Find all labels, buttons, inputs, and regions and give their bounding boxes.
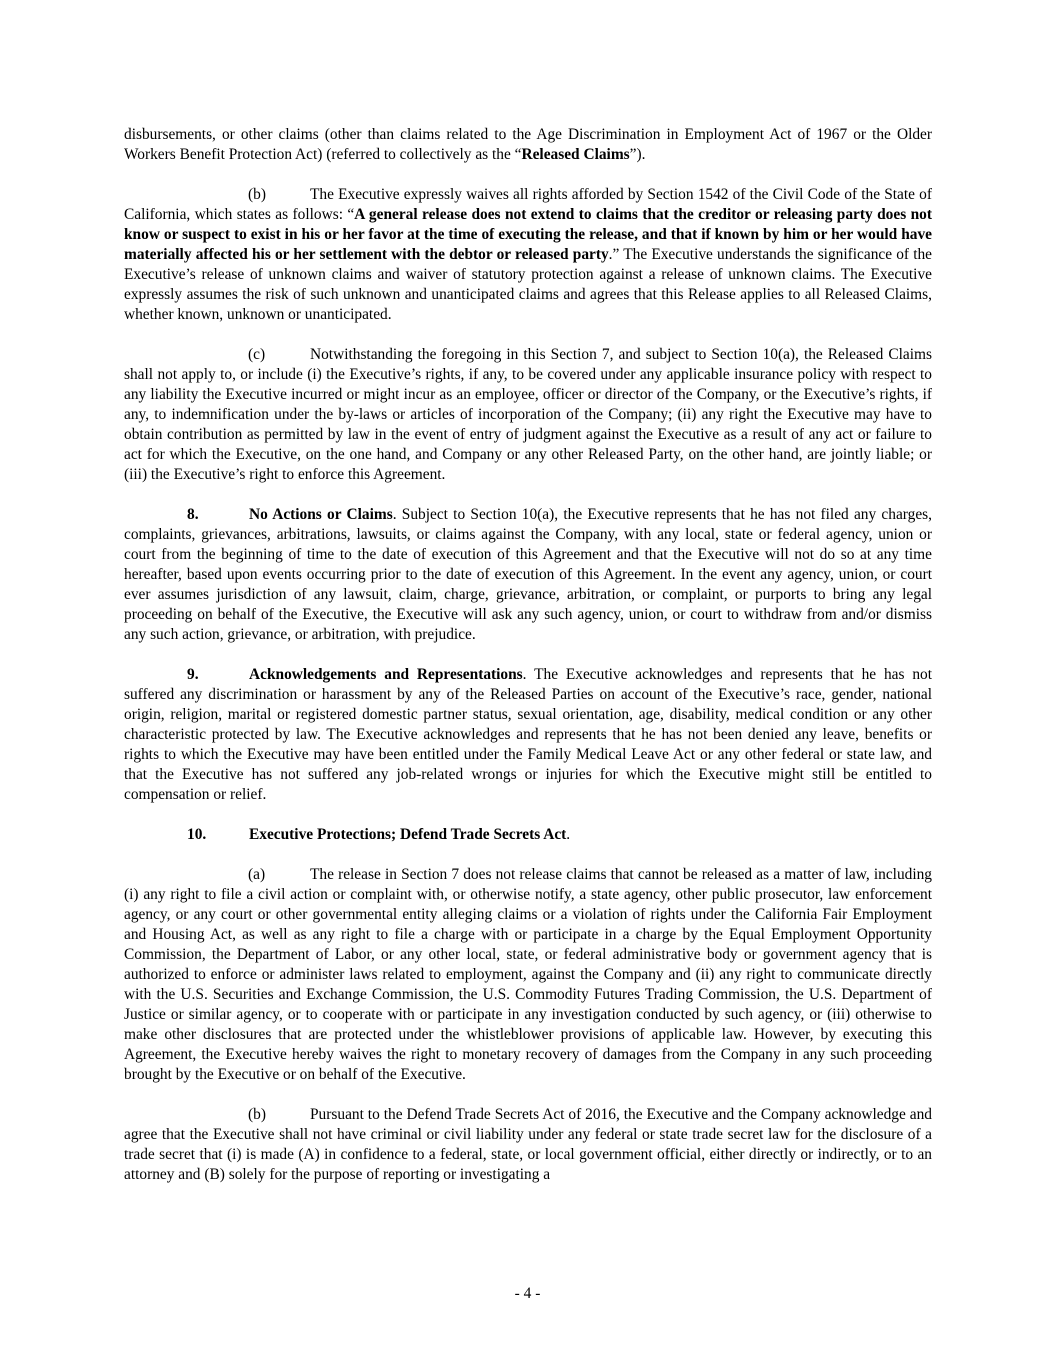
- section-heading: Acknowledgements and Representations: [249, 666, 523, 683]
- section-number: 8.: [187, 506, 199, 523]
- paragraph-released-claims: [124, 125, 932, 165]
- section-8: [124, 505, 932, 645]
- paragraph-7c: [124, 345, 932, 485]
- paragraph-text: .” The Executive understands the significance of the Executive’s release of unknown claims and waiver of statutory protection against a release of unknown claims. The Executive expressly assumes the risk of such unknown and unanticipated claims and agrees that this Release applies to all Released Claims, whether known, unknown or unanticipated.: [124, 246, 933, 323]
- page-number: - 4 -: [514, 1285, 541, 1302]
- paragraph-10b: [124, 1105, 932, 1185]
- paragraph-10a: [124, 865, 932, 1085]
- paragraph-text: The release in Section 7 does not release claims that cannot be released as a matter of law, including (i) any right to file a civil action or complaint with, or otherwise notify, a state agency, other public prosecutor, law enforcement agency, or any court or other governmental entity alleging claims or a violation of rights under the California Fair Employment and Housing Act, as well as any right to file a charge with or participate in a charge by the Equal Employment Opportunity Commission, the Department of Labor, or any other local, state, or federal administrative body or government agency that is authorized to enforce or administer laws related to employment, against the Company and (ii) any right to communicate directly with the U.S. Securities and Exchange Commission, the U.S. Commodity Futures Trading Commission, the U.S. Department of Justice or similar agency, or to cooperate with or participate in any investigation conducted by such agency, or (iii) otherwise to make other disclosures that are protected under the whistleblower provisions of applicable law. However, by executing this Agreement, the Executive hereby waives the right to monetary recovery of damages from the Company in any such proceeding brought by the Executive or on behalf of the Executive.: [124, 866, 932, 1083]
- section-heading: Executive Protections; Defend Trade Secrets Act: [249, 826, 567, 843]
- subsection-label: (a): [248, 866, 266, 883]
- paragraph-text: disbursements, or other claims (other than claims related to the Age Discrimination in Employment Act of 1967 or the Older Workers Benefit Protection Act) (referred to collectively as the “: [124, 126, 932, 163]
- paragraph-text: Notwithstanding the foregoing in this Section 7, and subject to Section 10(a), the Released Claims shall not apply to, or include (i) the Executive’s rights, if any, to be covered under any applicable insurance policy with respect to any liability the Executive incurred or might incur as an employee, officer or director of the Company, or the Executive’s rights, if any, to indemnification under the by-laws or articles of incorporation of the Company; (ii) any right the Executive may have to obtain contribution as permitted by law in the event of entry of judgment against the Executive as a result of any act or failure to act for which the Executive, on the one hand, and Company or any other Released Party, on the other hand, are jointly liable; or (iii) the Executive’s right to enforce this Agreement.: [124, 346, 932, 483]
- subsection-label: (c): [248, 346, 266, 363]
- defined-term-released-claims: Released Claims: [521, 146, 630, 163]
- paragraph-7b: [124, 185, 932, 325]
- section-10: [124, 825, 932, 845]
- paragraph-text: ”).: [629, 146, 646, 163]
- section-9: [124, 665, 932, 805]
- heading-period: .: [566, 826, 571, 843]
- paragraph-text: . The Executive acknowledges and represents that he has not suffered any discrimination or harassment by any of the Released Parties on account of the Executive’s race, gender, national origin, religion, marital or registered domestic partner status, sexual orientation, age, disability, medical condition or any other characteristic protected by law. The Executive acknowledges and represents that he has not been denied any leave, benefits or rights to which the Executive may have been entitled under the Family Medical Leave Act or any other federal or state law, and that the Executive has not suffered any job-related wrongs or injuries for which the Executive might still be entitled to compensation or relief.: [124, 666, 932, 803]
- subsection-label: (b): [248, 1106, 266, 1123]
- document-page: [124, 125, 932, 1205]
- section-number: 9.: [187, 666, 199, 683]
- paragraph-text: Pursuant to the Defend Trade Secrets Act of 2016, the Executive and the Company acknowledge and agree that the Executive shall not have criminal or civil liability under any federal or state trade secret law for the disclosure of a trade secret that (i) is made (A) in confidence to a federal, state, or local government official, either directly or indirectly, or to an attorney and (B) solely for the purpose of reporting or investigating a: [124, 1106, 932, 1183]
- paragraph-text: . Subject to Section 10(a), the Executive represents that he has not filed any charges, complaints, grievances, arbitrations, lawsuits, or claims against the Company, with any local, state or federal agency, union or court from the beginning of time to the date of execution of this Agreement and that the Executive will not do so at any time hereafter, based upon events occurring prior to the date of execution of this Agreement. In the event any agency, union, or court ever assumes jurisdiction of any lawsuit, claim, charge, grievance, arbitration, or complaint, or purports to bring any legal proceeding on behalf of the Executive, the Executive will ask any such agency, union, or court to withdraw from and/or dismiss any such action, grievance, or arbitration, with prejudice.: [124, 506, 932, 643]
- paragraph-text: The Executive expressly waives all rights afforded by Section 1542 of the Civil Code of the State of California, which states as follows: “: [124, 186, 932, 223]
- subsection-label: (b): [248, 186, 266, 203]
- section-number: 10.: [187, 826, 207, 843]
- section-heading: No Actions or Claims: [249, 506, 393, 523]
- civil-code-quote: A general release does not extend to claims that the creditor or releasing party does not know or suspect to exist in his or her favor at the time of executing the release, and that if known by him or her would have materially affected his or her settlement with the debtor or released party: [124, 206, 932, 263]
